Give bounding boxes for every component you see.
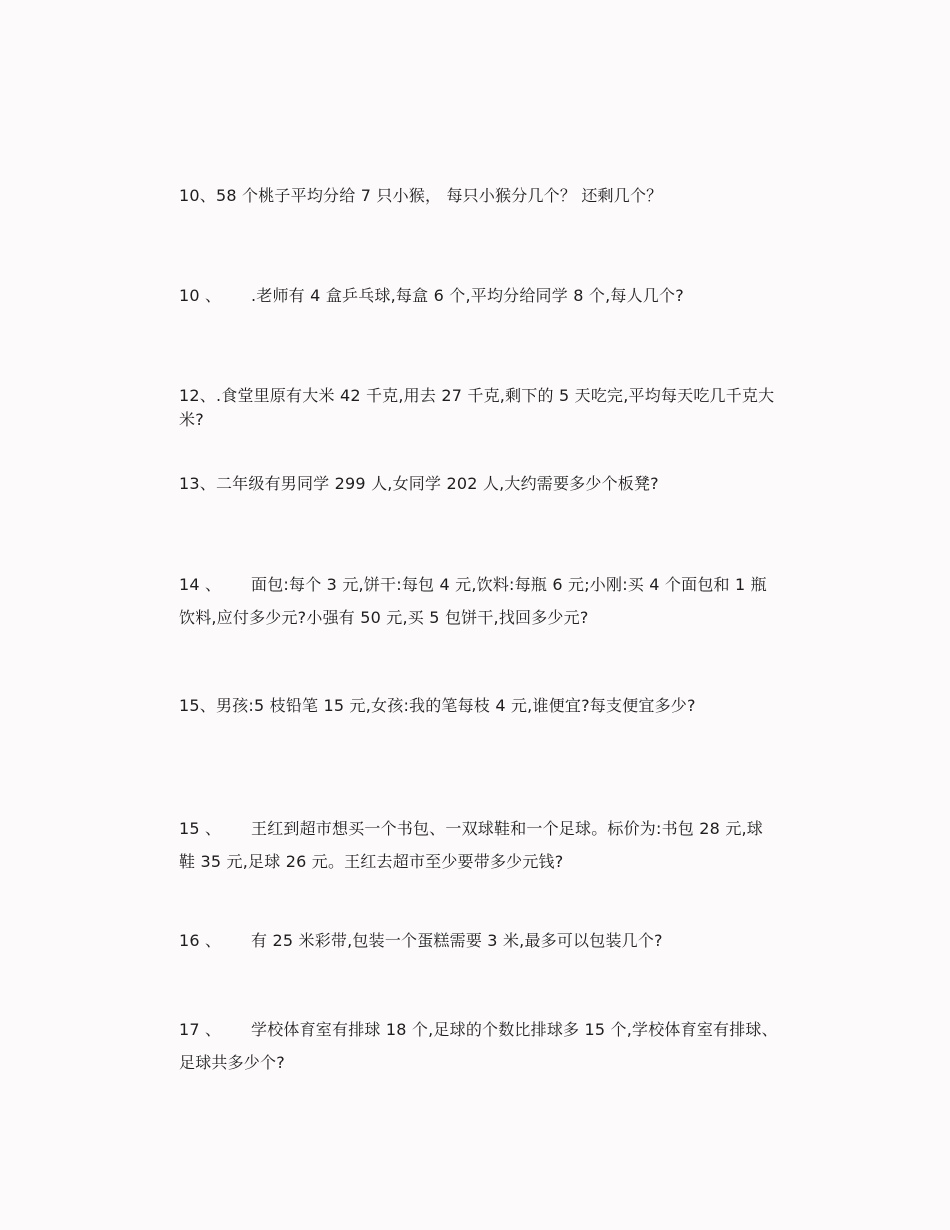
question-text: 男孩:5 枝铅笔 15 元,女孩:我的笔每枝 4 元,谁便宜?每支便宜多少?	[215, 696, 696, 715]
question-15b	[179, 812, 779, 878]
question-number: 17 、	[179, 1020, 222, 1039]
question-number: 10、	[179, 186, 216, 205]
question-text: 面包:每个 3 元,饼干:每包 4 元,饮料:每瓶 6 元;小刚:买 4 个面包和 1 瓶饮料,应付多少元?小强有 50 元,买 5 包饼干,找回多少元?	[179, 575, 767, 627]
question-10a	[179, 179, 779, 212]
question-number: 10 、	[179, 286, 222, 305]
question-number: 16 、	[179, 931, 222, 950]
question-number: 12、	[179, 386, 216, 405]
question-number: 14 、	[179, 575, 222, 594]
question-12	[179, 384, 779, 432]
question-13	[179, 467, 779, 500]
question-text: .食堂里原有大米 42 千克,用去 27 千克,剩下的 5 天吃完,平均每天吃几千克大米?	[179, 386, 775, 429]
question-text: .老师有 4 盒乒乓球,每盒 6 个,平均分给同学 8 个,每人几个?	[251, 286, 684, 305]
question-number: 13、	[179, 474, 216, 493]
question-text: 58 个桃子平均分给 7 只小猴， 每只小猴分几个？ 还剩几个？	[215, 186, 663, 205]
question-10b	[179, 279, 779, 312]
question-text: 王红到超市想买一个书包、一双球鞋和一个足球。标价为:书包 28 元,球鞋 35 元,足球 26 元。王红去超市至少要带多少元钱?	[179, 819, 764, 871]
question-text: 二年级有男同学 299 人,女同学 202 人,大约需要多少个板凳?	[215, 474, 659, 493]
question-number: 15、	[179, 696, 216, 715]
question-15a	[179, 689, 779, 722]
question-text: 学校体育室有排球 18 个,足球的个数比排球多 15 个,学校体育室有排球、足球共多少个?	[179, 1020, 778, 1072]
question-number: 15 、	[179, 819, 222, 838]
question-16	[179, 924, 779, 957]
question-text: 有 25 米彩带,包装一个蛋糕需要 3 米,最多可以包装几个?	[251, 931, 663, 950]
question-14	[179, 568, 779, 634]
question-17	[179, 1013, 779, 1079]
